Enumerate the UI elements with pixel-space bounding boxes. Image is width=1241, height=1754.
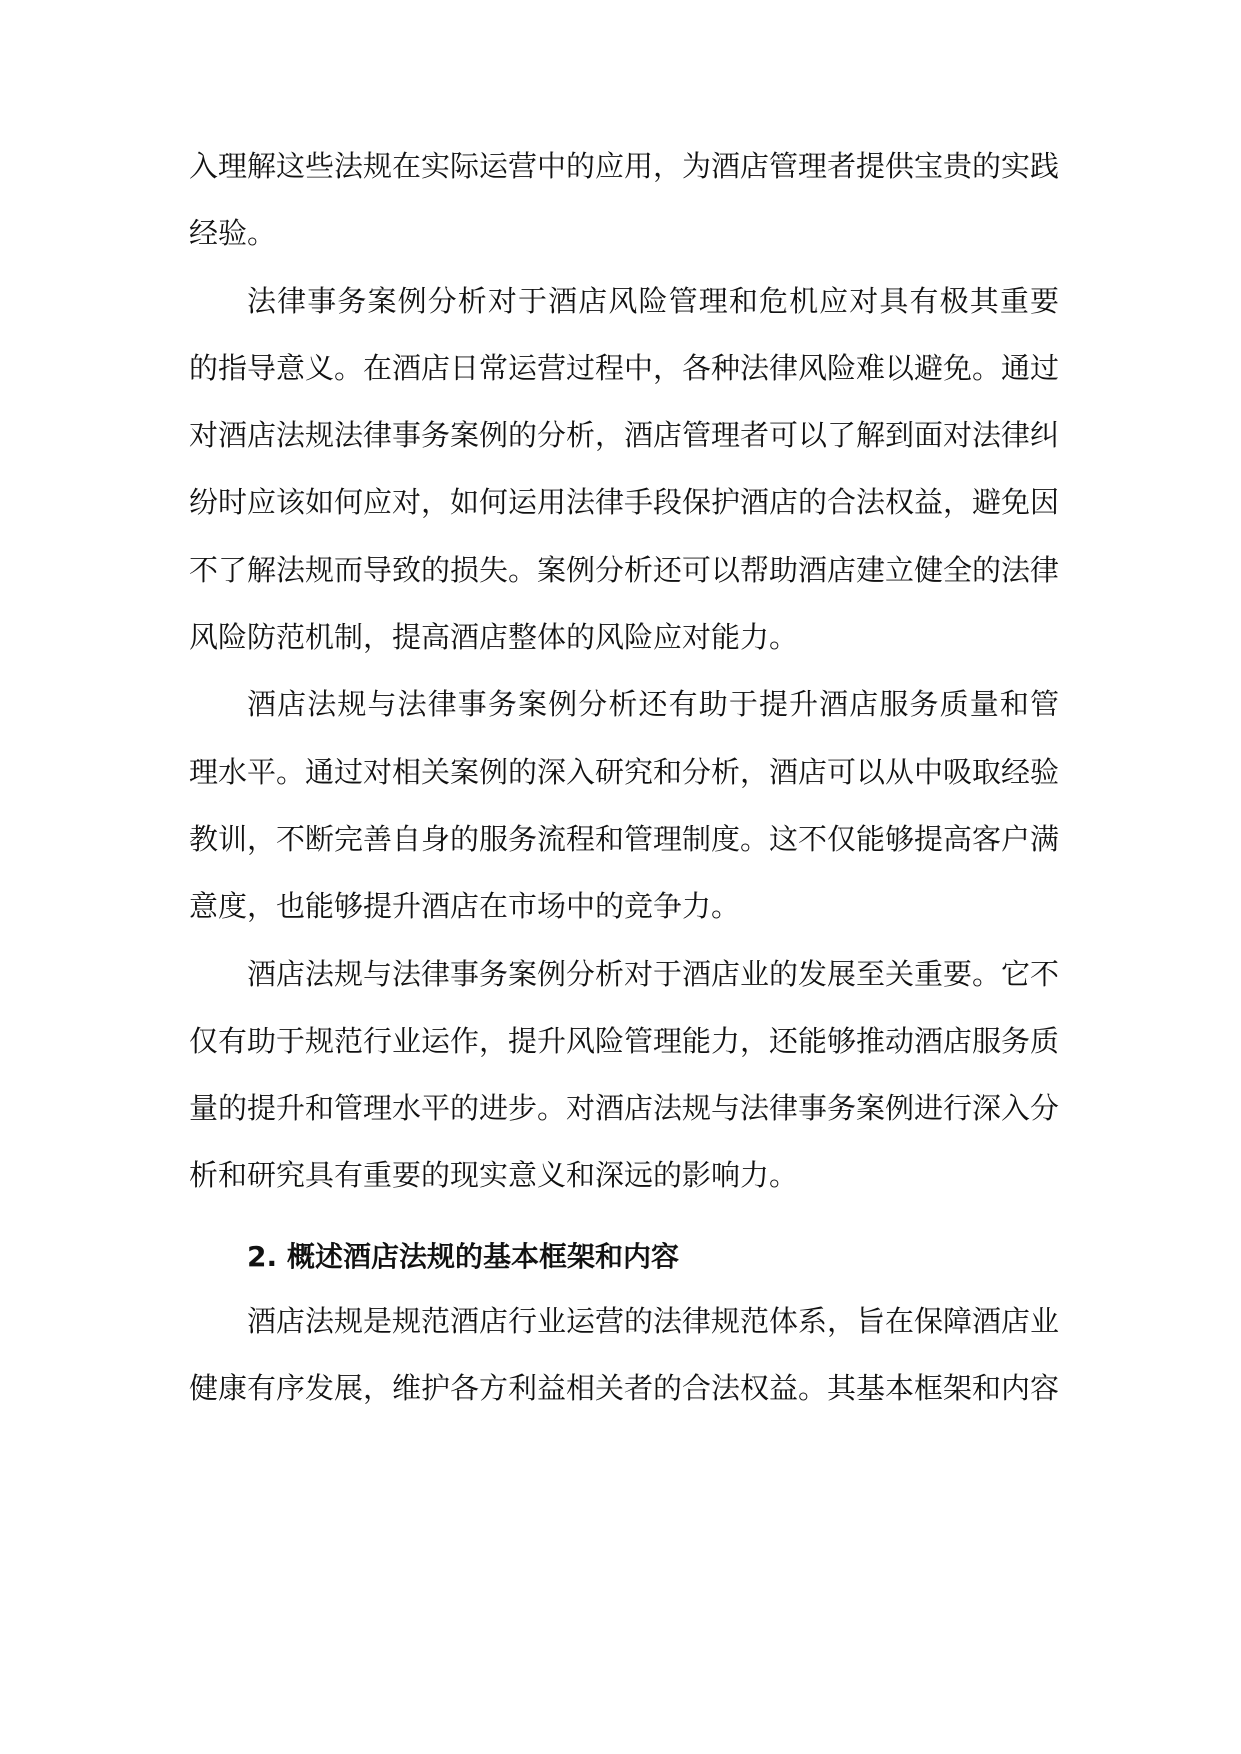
text-line: 仅有助于规范行业运作，提升风险管理能力，还能够推动酒店服务质 [189,1023,1060,1058]
text-line: 不了解法规而导致的损失。案例分析还可以帮助酒店建立健全的法律 [189,552,1060,587]
text-line: 入理解这些法规在实际运营中的应用，为酒店管理者提供宝贵的实践 [189,149,1060,183]
text-line: 经验。 [189,216,277,251]
text-line: 量的提升和管理水平的进步。对酒店法规与法律事务案例进行深入分 [189,1091,1060,1126]
text-line: 风险防范机制，提高酒店整体的风险应对能力。 [189,620,799,655]
section-number: 2. [247,1239,278,1273]
document-body [189,146,1059,1435]
section-title: 概述酒店法规的基本框架和内容 [287,1239,680,1273]
paragraphs-before-heading [189,146,1059,1223]
text-line: 酒店法规与法律事务案例分析还有助于提升酒店服务质量和管 [247,687,1059,722]
text-line: 教训，不断完善自身的服务流程和管理制度。这不仅能够提高客户满 [189,821,1060,856]
text-line: 法律事务案例分析对于酒店风险管理和危机应对具有极其重要 [247,283,1059,318]
text-line: 纷时应该如何应对，如何运用法律手段保护酒店的合法权益，避免因 [189,485,1060,520]
paragraph [189,1301,1059,1436]
text-line: 意度，也能够提升酒店在市场中的竞争力。 [189,889,741,924]
section-heading [189,1223,1059,1301]
text-line: 对酒店法规法律事务案例的分析，酒店管理者可以了解到面对法律纠 [189,418,1060,453]
text-line: 酒店法规是规范酒店行业运营的法律规范体系，旨在保障酒店业 [247,1303,1060,1338]
paragraph [189,954,1059,1223]
paragraphs-after-heading [189,1301,1059,1436]
paragraph [189,146,1059,281]
text-line: 酒店法规与法律事务案例分析对于酒店业的发展至关重要。它不 [247,956,1060,991]
text-line: 的指导意义。在酒店日常运营过程中，各种法律风险难以避免。通过 [189,350,1060,385]
text-line: 理水平。通过对相关案例的深入研究和分析，酒店可以从中吸取经验 [189,754,1060,789]
paragraph [189,684,1059,953]
paragraph [189,281,1059,685]
text-line: 析和研究具有重要的现实意义和深远的影响力。 [189,1158,799,1193]
text-line: 健康有序发展，维护各方利益相关者的合法权益。其基本框架和内容 [189,1371,1060,1406]
